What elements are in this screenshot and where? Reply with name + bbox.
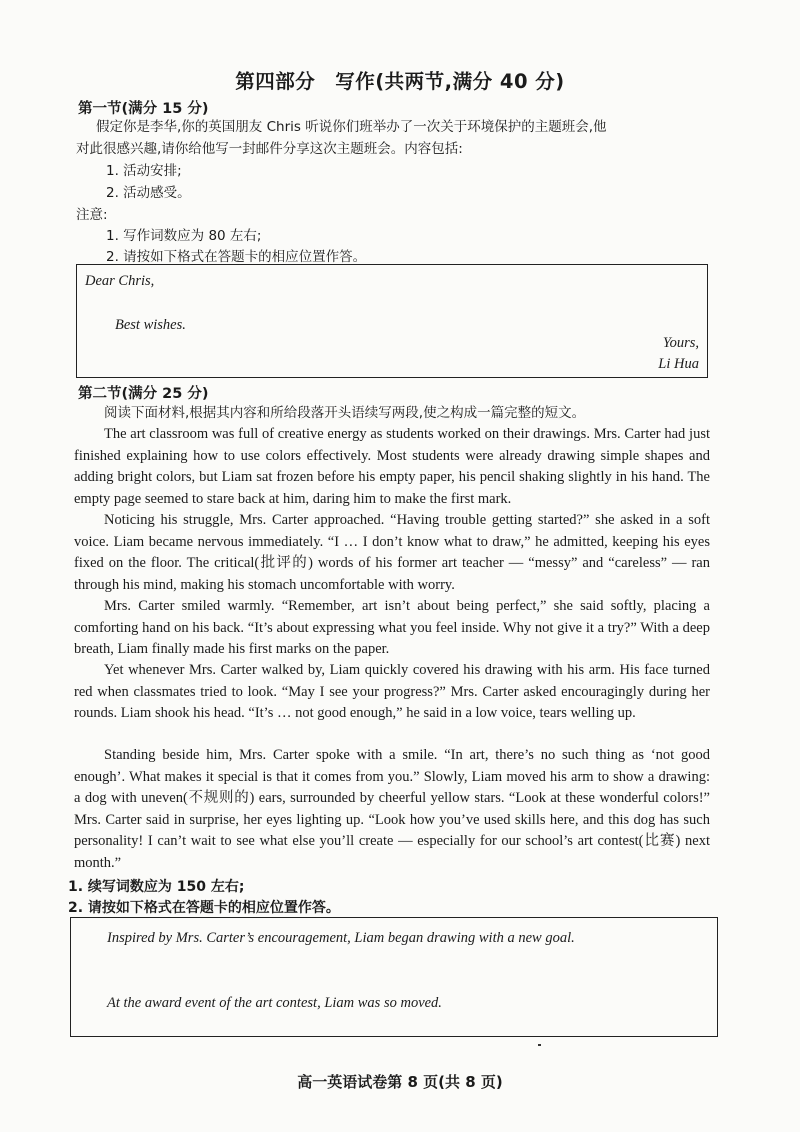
section2-note-2: 2. 请按如下格式在答题卡的相应位置作答。	[68, 900, 340, 916]
page-footer: 高一英语试卷第 8 页(共 8 页)	[297, 1073, 503, 1091]
story-paragraph-3: Mrs. Carter smiled warmly. “Remember, art isn’t about being perfect,” she said softly, placing a comforting hand on his back. “It’s about expressing what you feel inside. Why not give it a try?” With a deep breath, Liam finally made his first marks on the paper.	[74, 598, 710, 658]
section1-prompt-line1: 假定你是李华,你的英国朋友 Chris 听说你们班举办了一次关于环境保护的主题班会,他	[96, 119, 607, 135]
section1-prompt-line2: 对此很感兴趣,请你给他写一封邮件分享这次主题班会。内容包括:	[76, 141, 463, 157]
stray-mark	[538, 1044, 541, 1046]
section1-heading: 第一节(满分 15 分)	[78, 101, 209, 117]
section2-note-1: 1. 续写词数应为 150 左右;	[68, 879, 245, 895]
letter-greeting: Dear Chris,	[85, 273, 155, 289]
letter-sign-off: Yours,	[662, 335, 699, 351]
section1-item-1: 1. 活动安排;	[106, 163, 182, 179]
letter-signature-name: Li Hua	[658, 356, 699, 372]
section1-note-2: 2. 请按如下格式在答题卡的相应位置作答。	[106, 249, 367, 265]
continuation-opener-2: At the award event of the art contest, Liam was so moved.	[107, 995, 442, 1011]
story-paragraph-4: Yet whenever Mrs. Carter walked by, Liam quickly covered his drawing with his arm. His face turned red when classmates tried to look. “May I see your progress?” Mrs. Carter asked encouragingly during her rounds. Liam shook his head. “It’s … not good enough,” he said in a low voice, tears welling up.	[74, 662, 710, 722]
section1-note-1: 1. 写作词数应为 80 左右;	[106, 228, 262, 244]
story-paragraph-1: The art classroom was full of creative energy as students worked on their drawings. Mrs. Carter had just finished explaining how to use colors effectively. Most students were already drawing simple shapes and adding bright colors, but Liam sat frozen before his empty paper, his pencil shaking slightly in his hand. The empty page seemed to stare back at him, daring him to make the first mark.	[74, 426, 710, 507]
section1-item-2: 2. 活动感受。	[106, 185, 191, 201]
continuation-opener-1: Inspired by Mrs. Carter’s encouragement, Liam began drawing with a new goal.	[107, 930, 575, 946]
section1-answer-box	[76, 264, 708, 378]
section2-instruction: 阅读下面材料,根据其内容和所给段落开头语续写两段,使之构成一篇完整的短文。	[104, 405, 586, 421]
story-paragraph-2: Noticing his struggle, Mrs. Carter approached. “Having trouble getting started?” she asked in a soft voice. Liam became nervous immediately. “I … I don’t know what to draw,” he admitted, keeping his eyes fixed on the floor. The critical(批评的) words of his former art teacher — “messy” and “careless” — ran through his mind, making his stomach uncomfortable with worry.	[74, 512, 710, 593]
letter-closing: Best wishes.	[115, 317, 186, 333]
section1-note-label: 注意:	[76, 207, 108, 223]
story-paragraph-5: Standing beside him, Mrs. Carter spoke with a smile. “In art, there’s no such thing as ‘not good enough’. What makes it special is that it comes from you.” Slowly, Liam moved his arm to show a drawing: a dog with uneven(不规则的) ears, surrounded by cheerful yellow stars. “Look at these wonderful colors!” Mrs. Carter said in surprise, her eyes lighting up. “Look how you’ve used skills here, and this dog has such personality! I can’t wait to see what else you’ll create — especially for our school’s art contest(比赛) next month.”	[74, 747, 710, 871]
section2-answer-box	[70, 917, 718, 1037]
part-title: 第四部分 写作(共两节,满分 40 分)	[235, 70, 565, 93]
section2-heading: 第二节(满分 25 分)	[78, 386, 209, 402]
